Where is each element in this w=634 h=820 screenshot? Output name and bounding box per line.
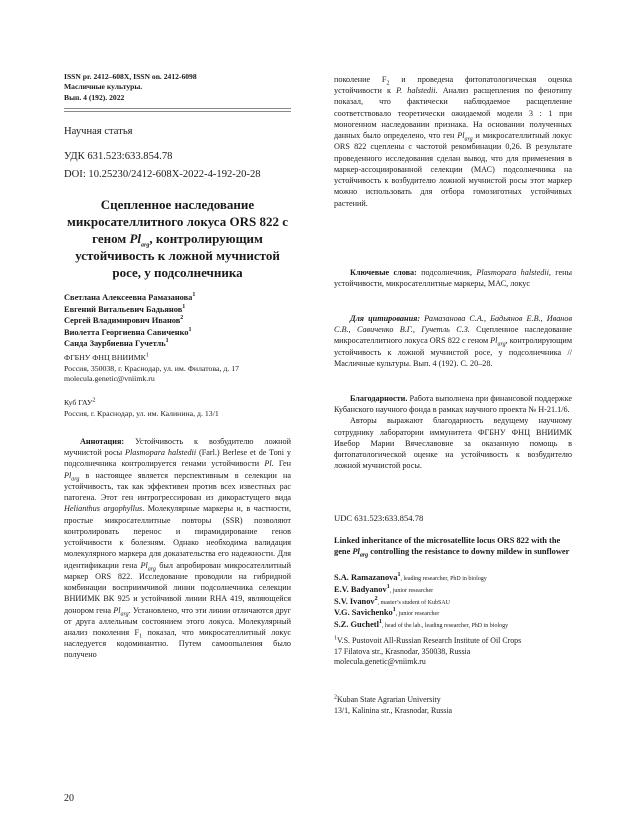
article-type: Научная статья — [64, 126, 133, 137]
affiliation-en: $^2$Kuban State Agrarian University 13/1, Kalinina str., Krasnodar, Russia — [334, 694, 453, 715]
author: S.Z. Guchetl$^1$, head of the lab., leading researcher, PhD in biology — [334, 619, 509, 630]
abstract-continued: поколение $F_2$ и проведена фитопатологическая оценка устойчивости к P. halstedii. Анализ расщепления по фенотипу показал, что фактически наблюдаемое расщепление соответствовало теоретически ожидаемой модели 3 : 1 при моногенном наследовании признака. На основании полученных данных было определено, что ген $Pl_{arg}$ и микросателлитный локус ORS 822 сцеплены с частотой рекомбинации 0,26. В результате проведенного исследования сделан вывод, что для применения в маркер-ассоциированной селекции (МАС) подсолнечника на устойчивость к возбудителю ложной мучнистой росы этот маркер можно использовать для отбора гомозиготных устойчивых растений. — [334, 75, 572, 208]
issue-line: Вып. 4 (192). 2022 — [64, 92, 125, 102]
author: E.V. Badyanov$^1$, junior researcher — [334, 584, 434, 594]
page-number: 20 — [64, 793, 74, 804]
author: S.V. Ivanov$^2$, master’s student of KubSAU — [334, 595, 450, 606]
author-list — [64, 292, 291, 350]
author: Сергей Владимирович Иванов$^2$ — [64, 315, 184, 326]
author: V.G. Savichenko$^1$, junior researcher — [334, 607, 440, 618]
author-list-en — [334, 573, 572, 632]
author: S.A. Ramazanova$^1$, leading researcher, PhD in biology — [334, 572, 487, 582]
abstract: Аннотация: Устойчивость к возбудителю ложной мучнистой росы Plasmopara halstedii (Farl.) Berlese et de Toni у подсолнечника контролируется генами устойчивости Pl. Ген $Pl_{arg}$ в настоящее является перспективным в селекции на устойчивость, так как эффективен против всех известных рас патогена. Этот ген интрогрессирован из дикорастущего вида Helianthus argophyllus. Молекулярные маркеры и, в частности, простые микросателлитные повторы (SSR) позволяют контролировать перенос и пирамидирование генов устойчивости к болезням. Однако необходима валидация молекулярного маркера для доказательства его надежности. Для идентификации гена $Pl_{arg}$ был апробирован микросателлитный маркер ORS 822. Исследование проводили на гибридной комбинации восприимчивой линии подсолнечника селекции ВНИИМК ВК 925 и устойчивой линии RHA 419, являющейся донором гена $Pl_{arg}$. Установлено, что эти линии отличаются друг от друга аллельным состоянием этого локуса. Молекулярный анализ поколения $F_1$ показал, что микросателлитный локус наследуется кодоминантно. Путем самоопыления было получено — [64, 437, 292, 660]
journal-header — [64, 72, 244, 103]
author: Санда Заурбиевна Гучетль$^1$ — [64, 338, 169, 349]
journal-name: Масличные культуры. — [64, 82, 143, 92]
citation: Для цитирования: Рамазанова С.А., Бадьянов Е.В., Иванов С.В., Савиченко В.Г., Гучетль С.З. Сцепленное наследование микросателлитного локуса ORS 822 с геном $Pl_{arg}$, контролирующим устойчивость к ложной мучнистой росе, у подсолнечника // Масличные культуры. Вып. 4 (192). С. 20–28. — [334, 314, 573, 368]
author: Евгений Витальевич Бадьянов$^1$ — [64, 303, 186, 314]
udc-en: UDC 631.523:633.854.78 — [334, 513, 424, 523]
acknowledgments: Благодарности. Работа выполнена при финансовой поддержке Кубанского научного фонда в рамках научного проекта № Н-21.1/6. Авторы выражают благодарность ведущему научному сотруднику лаборатории иммунитета ФГБНУ ФНЦ ВНИИМК Ивебор Марии Вячеславовне за оказанную помощь в фитопатологической оценке на устойчивость к возбудителю ложной мучнистой росы. — [334, 394, 572, 471]
doi: DOI: 10.25230/2412-608X-2022-4-192-20-28 — [64, 169, 261, 180]
author: Светлана Алексеевна Рамазанова$^1$ — [64, 292, 196, 302]
issn-line: ISSN pr. 2412–608X, ISSN on. 2412-6098 — [64, 72, 197, 81]
article-title: Сцепленное наследование микросателлитного локуса ORS 822 с геном $Pl_{arg}$, контролирующим устойчивость к ложной мучнистой росе, у подсолнечника — [67, 197, 288, 280]
email: molecula.genetic@vniimk.ru — [334, 657, 426, 667]
author: Виолетта Георгиевна Савиченко$^1$ — [64, 326, 192, 337]
affiliation: Куб ГАУ$^2$ Россия, г. Краснодар, ул. им. Калинина, д. 13/1 — [64, 397, 219, 418]
divider — [64, 111, 291, 112]
title-en: Linked inheritance of the microsatellite locus ORS 822 with the gene $Pl_{arg}$ controlling the resistance to downy mildew in sunflower — [334, 536, 570, 559]
udk: УДК 631.523:633.854.78 — [64, 151, 173, 162]
divider — [64, 108, 291, 109]
email: molecula.genetic@vniimk.ru — [64, 374, 155, 384]
affiliation: ФГБНУ ФНЦ ВНИИМК$^1$ Россия, 350038, г. Краснодар, ул. им. Филатова, д. 17 molecula.genetic@vniimk.ru — [64, 353, 291, 385]
keywords: Ключевые слова: подсолнечник, Plasmopara halstedii, гены устойчивости, микросателлитные маркеры, МАС, локус — [334, 268, 572, 289]
affiliation-en: $^1$V.S. Pustovoit All-Russian Research Institute of Oil Crops 17 Filatova str., Krasnodar, 350038, Russia molecula.genetic@vniimk.ru — [334, 636, 572, 668]
